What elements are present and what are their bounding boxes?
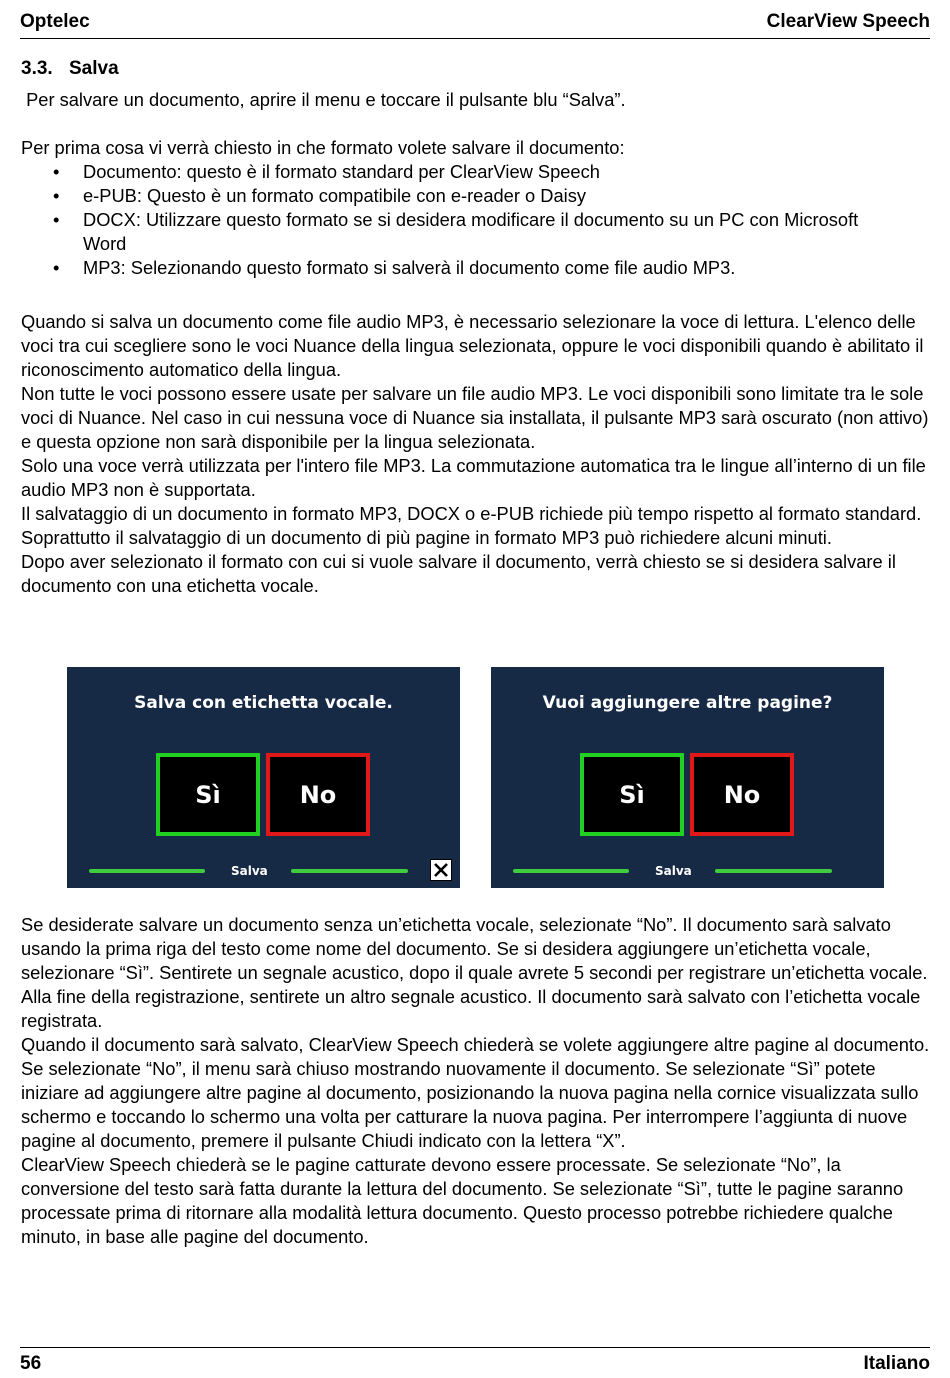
format-intro: Per prima cosa vi verrà chiesto in che formato volete salvare il documento: bbox=[21, 137, 625, 158]
close-button[interactable] bbox=[430, 859, 452, 881]
page-number: 56 bbox=[20, 1353, 42, 1374]
yes-button[interactable]: Sì bbox=[156, 753, 260, 836]
screen-question: Salva con etichetta vocale. bbox=[134, 693, 393, 713]
header-brand: Optelec bbox=[20, 11, 90, 32]
paragraph: Se desiderate salvare un documento senza un’etichetta vocale, selezionate “No”. Il documento sarà salvato usando la prima riga del testo come nome del documento. Se si desidera aggiungere un’etichetta vocale, selezionare “Sì”. Sentirete un segnale acustico, dopo il quale avrete 5 secondi per registrare un’etichetta vocale. Alla fine della registrazione, sentirete un altro segnale acustico. Il documento sarà salvato con l’etichetta vocale registrata. bbox=[21, 914, 928, 1031]
list-item: • Documento: questo è il formato standard per ClearView Speech bbox=[21, 160, 931, 184]
screen-save-voice-label bbox=[67, 667, 460, 888]
no-button[interactable]: No bbox=[266, 753, 370, 836]
page-header bbox=[20, 8, 930, 39]
section-heading bbox=[21, 58, 119, 80]
screen-question: Vuoi aggiungere altre pagine? bbox=[542, 693, 833, 713]
header-product: ClearView Speech bbox=[766, 11, 930, 32]
list-item: • DOCX: Utilizzare questo formato se si desidera modificare il documento su un PC con Microsoft Word bbox=[21, 208, 931, 256]
progress-bar-left bbox=[513, 869, 629, 873]
paragraph: Solo una voce verrà utilizzata per l'intero file MP3. La commutazione automatica tra le lingue all’interno di un file audio MP3 non è supportata. bbox=[21, 455, 926, 500]
save-label: Salva bbox=[231, 864, 268, 878]
intro-paragraph: Per salvare un documento, aprire il menu e toccare il pulsante blu “Salva”. bbox=[21, 89, 626, 110]
progress-bar-right bbox=[291, 869, 408, 873]
save-label: Salva bbox=[655, 864, 692, 878]
section-number: 3.3. bbox=[21, 58, 53, 79]
yes-button[interactable]: Sì bbox=[580, 753, 684, 836]
paragraph: Quando si salva un documento come file audio MP3, è necessario selezionare la voce di lettura. L'elenco delle voci tra cui scegliere sono le voci Nuance della lingua selezionata, oppure le voci disponibili quando è abilitato il riconoscimento automatico della lingua. bbox=[21, 311, 924, 380]
progress-bar-right bbox=[715, 869, 832, 873]
format-block bbox=[21, 136, 931, 280]
section-title: Salva bbox=[69, 58, 119, 79]
no-button[interactable]: No bbox=[690, 753, 794, 836]
page-footer bbox=[20, 1347, 930, 1378]
intro-block bbox=[21, 88, 931, 112]
paragraph: Quando il documento sarà salvato, ClearView Speech chiederà se volete aggiungere altre pagine al documento. bbox=[21, 1034, 930, 1055]
body-block-a bbox=[21, 310, 931, 598]
list-item: • e-PUB: Questo è un formato compatibile con e-reader o Daisy bbox=[21, 184, 931, 208]
paragraph: Se selezionate “No”, il menu sarà chiuso mostrando nuovamente il documento. Se selezionate “Sì” potete iniziare ad aggiungere altre pagine al documento, posizionando la nuova pagina nella cornice visualizzata sullo schermo e toccando lo schermo una volta per catturare la nuova pagina. Per interrompere l’aggiunta di nuove pagine al documento, premere il pulsante Chiudi indicato con la lettera “X”. bbox=[21, 1058, 919, 1151]
list-item: • MP3: Selezionando questo formato si salverà il documento come file audio MP3. bbox=[21, 256, 931, 280]
format-list bbox=[21, 160, 931, 280]
footer-language: Italiano bbox=[863, 1353, 930, 1374]
body-block-b bbox=[21, 913, 931, 1249]
progress-bar-left bbox=[89, 869, 205, 873]
paragraph: Dopo aver selezionato il formato con cui si vuole salvare il documento, verrà chiesto se si desidera salvare il documento con una etichetta vocale. bbox=[21, 551, 896, 596]
paragraph: ClearView Speech chiederà se le pagine catturate devono essere processate. Se selezionate “No”, la conversione del testo sarà fatta durante la lettura del documento. Se selezionate “Sì”, tutte le pagine saranno processate prima di ritornare alla modalità lettura documento. Questo processo potrebbe richiedere qualche minuto, in base alle pagine del documento. bbox=[21, 1154, 904, 1247]
paragraph: Non tutte le voci possono essere usate per salvare un file audio MP3. Le voci disponibili sono limitate tra le sole voci di Nuance. Nel caso in cui nessuna voce di Nuance sia installata, il pulsante MP3 sarà oscurato (non attivo) e questa opzione non sarà disponibile per la lingua selezionata. bbox=[21, 383, 929, 452]
screen-add-pages bbox=[491, 667, 884, 888]
close-icon bbox=[431, 860, 451, 880]
paragraph: Il salvataggio di un documento in formato MP3, DOCX o e-PUB richiede più tempo rispetto al formato standard. Soprattutto il salvataggio di un documento di più pagine in formato MP3 può richiedere alcuni minuti. bbox=[21, 503, 922, 548]
